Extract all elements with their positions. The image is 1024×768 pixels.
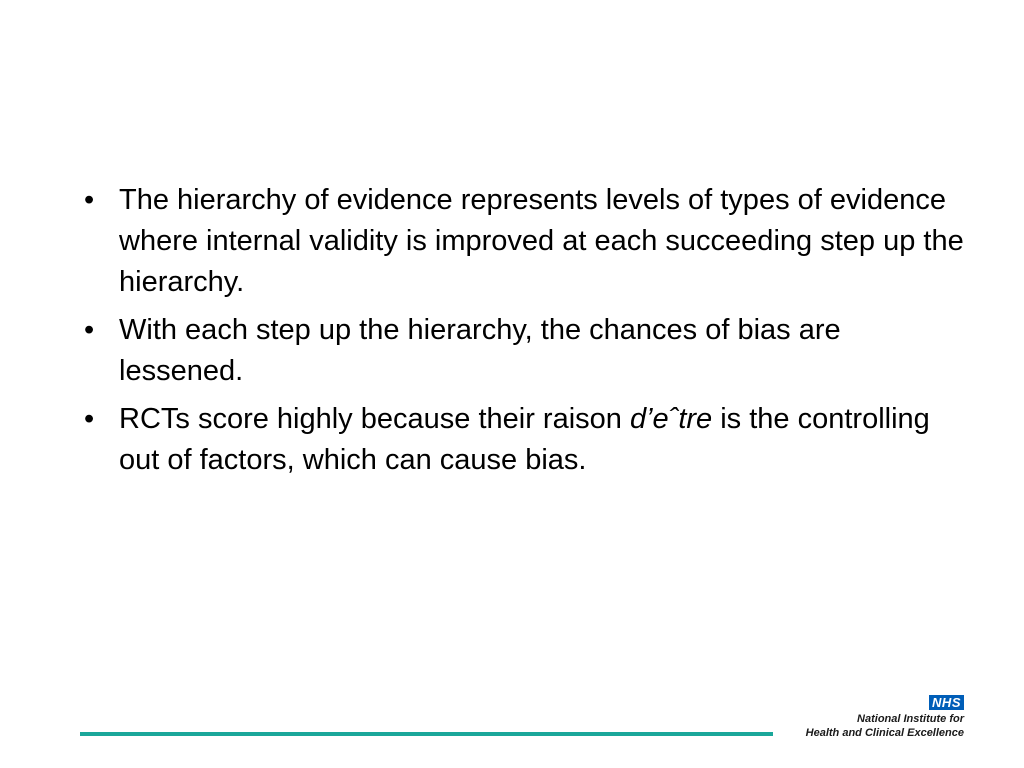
bullet-text-continued: is the controlling out of factors, which can cause bias. bbox=[119, 403, 930, 476]
bullet-italic-text: d’eˆtre bbox=[629, 403, 713, 435]
bullet-text: With each step up the hierarchy, the chances of bias are lessened. bbox=[119, 314, 841, 387]
footer-divider bbox=[80, 732, 773, 736]
nice-logo bbox=[794, 694, 964, 740]
bullet-list bbox=[84, 180, 964, 488]
bullet-item bbox=[84, 399, 964, 481]
logo-line-1: National Institute for bbox=[857, 713, 964, 725]
bullet-marker: • bbox=[84, 184, 95, 216]
bullet-marker: • bbox=[84, 314, 95, 346]
bullet-text: RCTs score highly because their raison bbox=[119, 403, 630, 435]
bullet-marker: • bbox=[84, 403, 95, 435]
bullet-item bbox=[84, 180, 964, 303]
nhs-badge: NHS bbox=[929, 695, 964, 710]
bullet-text: The hierarchy of evidence represents levels of types of evidence where internal validity is improved at each succeeding step up the hierarchy. bbox=[119, 184, 964, 298]
logo-line-2: Health and Clinical Excellence bbox=[805, 727, 964, 739]
bullet-item bbox=[84, 310, 964, 392]
